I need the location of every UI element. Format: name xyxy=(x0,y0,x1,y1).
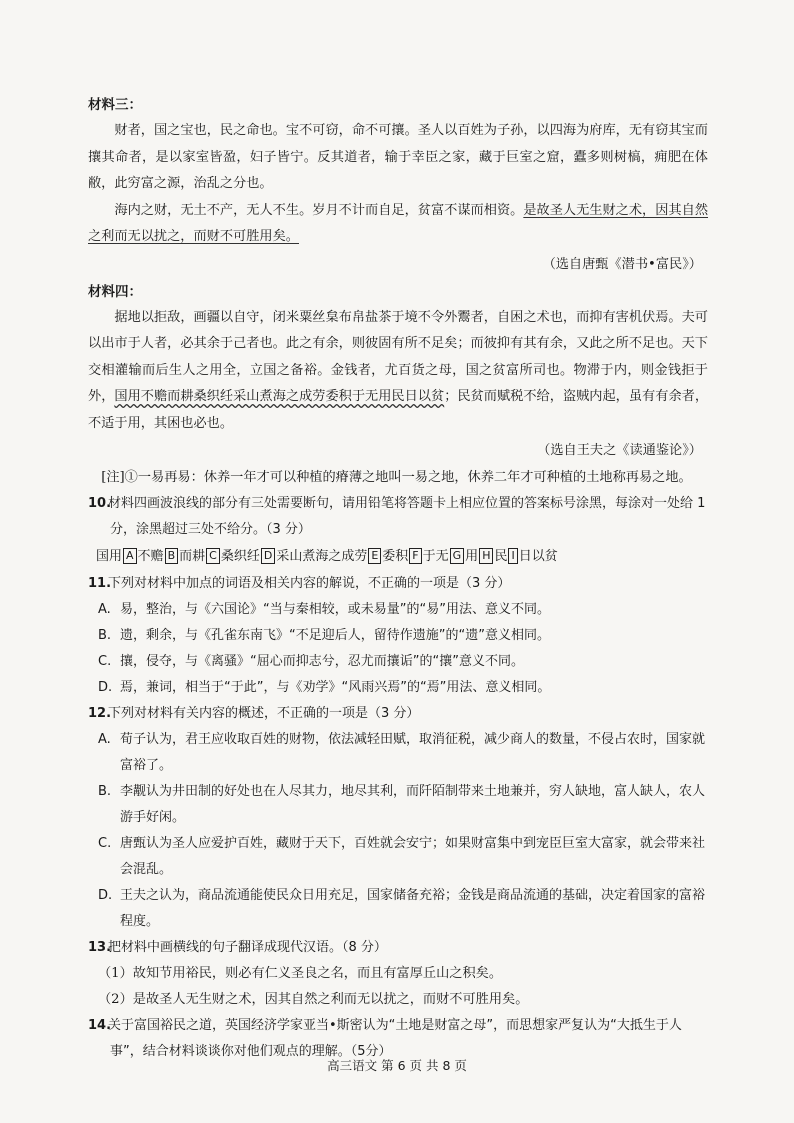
q10-answer-box[interactable]: C xyxy=(206,548,220,564)
q11-option xyxy=(98,649,708,675)
q12-options xyxy=(88,727,708,935)
q10-answer-box[interactable]: E xyxy=(368,548,381,564)
material4-p1-plain: 据地以拒敌，画疆以自守，闭米粟丝枲布帛盐茶于境不令外鬻者，自困之术也，而抑有害机伏焉。夫可以出市于人者，必其余于己者也。此之有余，则彼固有所不足矣；而彼抑有其有余，又此之所不足也。天下交相灌输而后生人之用全，立国之备裕。金钱者，尤百货之母，国之贫富所司也。物滞于内，则金钱拒于外， xyxy=(88,309,708,404)
option-letter: D. xyxy=(98,680,113,695)
q10-text: 材料四画波浪线的部分有三处需要断句，请用铅笔将答题卡上相应位置的答案标号涂黑，每涂对一处给 1 分，涂黑超过三处不给分。（3 分） xyxy=(108,496,706,537)
q10-segment-text: 民 xyxy=(494,549,508,564)
q10-answer-box[interactable]: I xyxy=(508,548,517,564)
material3-title: 材料三： xyxy=(88,97,142,113)
option-letter: A. xyxy=(98,602,111,617)
q14-number: 14. xyxy=(88,1018,112,1033)
question-11 xyxy=(88,571,708,597)
option-text: 易，整治，与《六国论》“当与秦相较，或未易量”的“易”用法、意义不同。 xyxy=(120,602,550,617)
q11-option xyxy=(98,597,708,623)
page-footer: 高三语文 第 6 页 共 8 页 xyxy=(327,1058,467,1073)
q10-segment-text: 不赡 xyxy=(137,549,164,564)
q10-segment-text: 国用 xyxy=(96,549,123,564)
option-letter: C. xyxy=(98,836,112,851)
option-letter: A. xyxy=(98,732,111,747)
question-12 xyxy=(88,701,708,727)
q13-number: 13. xyxy=(88,940,112,955)
question-13 xyxy=(88,935,708,961)
q10-number: 10. xyxy=(88,496,112,511)
material4-title: 材料四： xyxy=(88,283,142,300)
option-text: 攘，侵夺，与《离骚》“屈心而抑志兮，忍尤而攘诟”的“攘”意义不同。 xyxy=(120,654,524,669)
q14-text: 关于富国裕民之道，英国经济学家亚当•斯密认为“土地是财富之母”，而思想家严复认为“大抵生于人事”，结合材料谈谈你对他们观点的理解。（5分） xyxy=(108,1018,682,1059)
q10-answer-box[interactable]: G xyxy=(450,548,465,564)
q12-number: 12. xyxy=(88,706,112,721)
material3-paragraph-2 xyxy=(88,198,708,251)
option-text: 王夫之认为，商品流通能使民众日用充足，国家储备充裕；金钱是商品流通的基础，决定着国家的富裕程度。 xyxy=(120,888,706,929)
option-letter: C. xyxy=(98,654,112,669)
option-text: 李觏认为井田制的好处也在人尽其力，地尽其利，而阡陌制带来土地兼并，穷人缺地，富人缺人，农人游手好闲。 xyxy=(120,784,706,825)
q10-segment-text: 用 xyxy=(465,549,479,564)
option-text: 荀子认为，君王应收取百姓的财物，依法减轻田赋，取消征税，减少商人的数量，不侵占农时，国家就富裕了。 xyxy=(120,732,706,773)
option-text: 焉，兼词，相当于“于此”，与《劝学》“风雨兴焉”的“焉”用法、意义相同。 xyxy=(120,680,551,695)
material4-source: （选自王夫之《读通鉴论》） xyxy=(537,443,702,458)
q10-segmentation-line xyxy=(96,543,708,571)
q10-answer-box[interactable]: B xyxy=(165,548,179,564)
option-text: 唐甄认为圣人应爱护百姓，藏财于天下，百姓就会安宁；如果财富集中到宠臣巨室大富家，就会带来社会混乱。 xyxy=(120,836,706,877)
material4-wavy-sentence: 国用不赡而耕桑织纴采山煮海之成劳委积于无用民日以贫 xyxy=(114,389,445,404)
q12-option xyxy=(98,779,708,831)
q11-options xyxy=(88,597,708,701)
option-letter: B. xyxy=(98,628,112,643)
q12-option xyxy=(98,727,708,779)
exam-page xyxy=(88,92,708,1065)
q10-answer-box[interactable]: D xyxy=(261,548,275,564)
annotation-note: [注]①一易再易：休养一年才可以种植的瘠薄之地叫一易之地，休养二年才可种植的土地称再易之地。 xyxy=(101,470,692,485)
q10-segment-text: 采山煮海之成劳 xyxy=(276,549,368,564)
material3-p2-plain: 海内之财，无土不产，无人不生。岁月不计而自足，贫富不谋而相资。 xyxy=(114,202,524,218)
q11-text: 下列对材料中加点的词语及相关内容的解说，不正确的一项是（3 分） xyxy=(108,576,511,591)
option-letter: B. xyxy=(98,784,112,799)
material3-p2-underlined: 是故圣人无生财之术，因其自然之利而无以扰之，而财不可胜用矣。 xyxy=(88,202,709,244)
q10-answer-box[interactable]: A xyxy=(123,548,137,564)
option-text: 遗，剩余，与《孔雀东南飞》“不足迎后人，留待作遗施”的“遗”意义相同。 xyxy=(120,628,550,643)
q11-option xyxy=(98,623,708,649)
q13-item-2: （2）是故圣人无生财之术，因其自然之利而无以扰之，而财不可胜用矣。 xyxy=(98,992,529,1007)
q12-option xyxy=(98,831,708,883)
q12-option xyxy=(98,883,708,935)
q11-option xyxy=(98,675,708,701)
q12-text: 下列对材料有关内容的概述，不正确的一项是（3 分） xyxy=(108,706,420,721)
q10-segment-text: 委积 xyxy=(382,549,409,564)
material3-paragraph-1: 财者，国之宝也，民之命也。宝不可窃，命不可攘。圣人以百姓为子孙，以四海为府库，无有窃其宝而攘其命者，是以家室皆盈，妇子皆宁。反其道者，输于幸臣之家，藏于巨室之窟，蠹多则树槁，痈肥在体敝，此穷富之源，治乱之分也。 xyxy=(88,123,708,191)
q10-answer-box[interactable]: F xyxy=(409,548,421,564)
q11-number: 11. xyxy=(88,576,112,591)
material4-paragraph xyxy=(88,305,708,438)
q13-text: 把材料中画横线的句子翻译成现代汉语。（8 分） xyxy=(108,940,387,955)
q10-segment-text: 日以贫 xyxy=(518,549,558,564)
material3-source: （选自唐甄《潜书•富民》） xyxy=(542,256,702,272)
q10-answer-box[interactable]: H xyxy=(479,548,493,564)
q13-item-1: （1）故知节用裕民，则必有仁义圣良之名，而且有富厚丘山之积矣。 xyxy=(98,966,503,981)
q10-segment-text: 于无 xyxy=(422,549,449,564)
q10-segment-text: 桑织纴 xyxy=(220,549,260,564)
question-10 xyxy=(88,491,708,543)
q10-segment-text: 而耕 xyxy=(179,549,206,564)
material4-p1-tail: ；民贫而赋税不给，盗贼内起，虽有有余者，不适于用，其困也必也。 xyxy=(88,389,709,431)
option-letter: D. xyxy=(98,888,113,903)
